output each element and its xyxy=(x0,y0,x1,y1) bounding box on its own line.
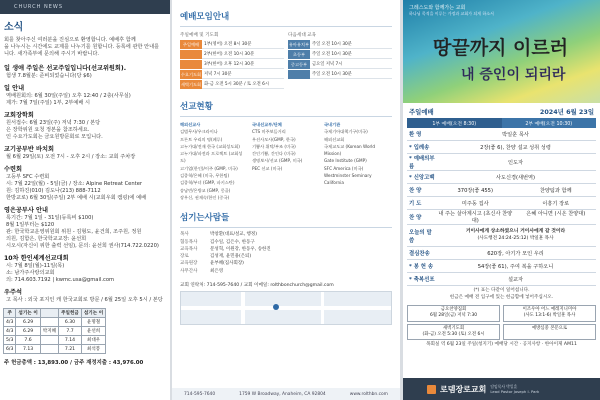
cover-image xyxy=(403,0,600,103)
table-header: 섬기는 이 xyxy=(81,309,105,318)
table-row xyxy=(4,318,106,327)
list-item: 김종혁/부녀 (GMP, 파키스탄) xyxy=(180,180,235,186)
section-title: 소식 xyxy=(4,22,24,33)
notice-heading: 교기공부반 바치회 xyxy=(4,146,54,153)
notice-text: 제가: 7월 7일(주일) 1부, 2부예배 시 xyxy=(6,100,91,106)
table-cell xyxy=(40,345,58,354)
schedule-value: 3부(한어) 오후 12시 30분 xyxy=(202,60,284,69)
order-values xyxy=(435,200,596,207)
mission-lists xyxy=(172,117,400,201)
schedule-tag xyxy=(180,50,202,59)
notice-text: 인 수요가도회는 금요원방문회로 모입니다. xyxy=(6,134,103,140)
schedule-row xyxy=(288,50,392,59)
schedule-row xyxy=(180,40,284,49)
list-item: 고누가대/파전과 프로젝트 (교회성도) xyxy=(180,151,243,164)
order-label: * 입례송 xyxy=(409,145,430,151)
order-value: 620장, 아기가 모인 우리 xyxy=(487,250,544,257)
order-row xyxy=(407,210,596,225)
section-title: 예배모임안내 xyxy=(180,12,230,22)
schedule-value: 1부(영어) 오전 8시 30분 xyxy=(202,40,284,49)
column-heading: 해외선교사 xyxy=(180,122,201,127)
worship-order xyxy=(407,128,596,286)
list-item: Westminster Seminary California xyxy=(324,173,372,186)
schedule-tag: 초등부 xyxy=(288,50,310,59)
notice-text: 관: 한국학교운영위원회 위원 - 김형도, 윤건희, 조주원, 정원 xyxy=(6,229,142,235)
staff-row xyxy=(180,268,392,275)
staff-row xyxy=(180,246,392,253)
order-value: 은혜 아니면 (시온 찬양대) xyxy=(526,211,586,217)
table-cell: 4/3 xyxy=(4,327,16,336)
list-item: 국제기아대책기구(미국) xyxy=(324,129,368,135)
order-values xyxy=(435,276,596,283)
map-pin-icon xyxy=(273,304,279,310)
notice-text: 시오시(자신이 위한 출력 선임), 문의: 윤선희 권사(714.722.0220) xyxy=(6,243,159,249)
notice-text: 시: 7월 8일(월)-11일(목) xyxy=(6,263,65,269)
schedule-value: 금요일 저녁 7시 xyxy=(310,60,392,69)
list-item: 우선사모사(GMP, 한국) xyxy=(252,136,296,142)
table-cell: 4/3 xyxy=(4,318,16,327)
staff-row xyxy=(180,260,392,267)
event-detail: (사도 13:1-6) 박일훈 목사 xyxy=(523,313,576,319)
order-label: 기 도 xyxy=(409,201,422,207)
section-title: 섬기는사람들 xyxy=(180,213,230,224)
order-row xyxy=(407,247,596,260)
list-item: 고기업(한인)/이주 (GMP, 미국) xyxy=(180,165,238,171)
schedule-note: 목회실 역 6월 23일 주일(청지기) 예배당 시간 · 공지사항 · 한아이제 AM11 xyxy=(426,342,577,348)
event-box xyxy=(503,305,596,322)
order-row xyxy=(407,184,596,197)
event-box xyxy=(407,324,500,341)
pastor-english: Lead Pastor Joseph I. Park xyxy=(490,389,540,394)
order-row xyxy=(407,128,596,141)
contact-info: 교회 연락처: 714-595-7640 / 교회 이메일: rolthbonchurch@gmail.com xyxy=(180,283,334,289)
service-title: 주일예배 xyxy=(409,108,434,116)
table-cell: 5/3 xyxy=(4,336,16,345)
order-value: 54장(좋 61), 주여 복을 구하오니 xyxy=(477,263,554,270)
list-item: 생명보시/선교 (GMP, 미국) xyxy=(252,158,303,164)
schedule-value: 화-금 오전 5시 30분 / 토 오전 6시 xyxy=(202,80,284,89)
schedule-value: 주일 오전 10시 30분 xyxy=(310,40,392,49)
education-column xyxy=(288,31,392,90)
phone-text: 714-595-7640 xyxy=(184,391,216,397)
service-header xyxy=(403,103,600,118)
table-cell: 박지혜 xyxy=(40,327,58,336)
notice-text: 한방교로) 6월 30일(주일) 2부 예배 시(교회우회 캠핑)에 예배 xyxy=(6,195,147,201)
schedule-tag xyxy=(288,70,310,79)
cover-slogan: 그레스도와 함께가는 교회 xyxy=(409,5,466,11)
table-cell: 최석봉 xyxy=(81,345,105,354)
notice-text: 8월 1일부터는 $120 xyxy=(6,222,55,228)
list-item: SFC America (미국) xyxy=(324,165,364,171)
list-item: CTS 미주보듬거리 xyxy=(252,129,286,135)
church-brand xyxy=(403,378,600,400)
order-values xyxy=(435,263,596,270)
service-time-2: 2부 예배(오전 10:30) xyxy=(502,118,597,128)
order-values xyxy=(435,210,596,224)
schedule-row xyxy=(180,60,284,69)
event-title: 새벽기도회 xyxy=(442,325,465,331)
map-road xyxy=(241,292,245,325)
table-cell: 7.7 xyxy=(59,327,82,336)
pastor-korean: 담임목사 박일훈 xyxy=(490,384,518,389)
notice-text: 원서접수: 6월 23일(주) 저녁 7:30 / 본당 xyxy=(6,120,101,126)
address-text: 1759 W Broadway, Anaheim, CA 92804 xyxy=(239,391,326,397)
notice-heading: 일 안내 xyxy=(4,85,25,92)
cover-subtitle: 하나님 목적을 이루는 가정과 교회가 되게 하소서 xyxy=(409,11,494,16)
intro-line: 니다. 새가족부에 문의해 주시기 바랍니다. xyxy=(4,51,100,57)
service-times xyxy=(407,118,596,128)
order-label: 찬 양 xyxy=(409,188,422,194)
schedule-value: 주일 오전 10시 30분 xyxy=(310,70,392,79)
table-cell xyxy=(40,336,58,345)
panel-worship-order xyxy=(403,0,600,400)
event-detail: 예방심중 본문으로 xyxy=(531,325,568,331)
staff-name: 김성재, 윤민용(은퇴) xyxy=(210,254,252,260)
notice-text: 월 6월 29일(토) 오전 7시 - 오후 2시 / 장소: 교회 주차장 xyxy=(6,154,136,160)
notice-text: 역배원회의: 6월 30일(주일) 오후 12:40 / 2층(사무실) xyxy=(6,93,131,99)
table-cell: 윤선희 xyxy=(81,327,105,336)
order-label: 결심찬송 xyxy=(409,251,430,257)
table-cell: 6.29 xyxy=(16,327,40,336)
table-header: 주 xyxy=(4,309,16,318)
staff-role: 사무간사 xyxy=(180,268,198,274)
list-item: 장우신, 권재숙/한인 (중국) xyxy=(180,194,230,200)
column-heading: 국내기관 xyxy=(324,122,341,127)
order-value: 2장(좋 6), 찬양 설교 성취 성령 xyxy=(480,144,551,151)
table-cell: 6.29 xyxy=(16,318,40,327)
list-item: 송남빈/은방교 (GMP, 몽골) xyxy=(180,187,231,193)
table-cell: 윤명철 xyxy=(81,318,105,327)
column-heading: 다음세대 교육 xyxy=(288,33,317,38)
map-road xyxy=(181,306,392,310)
schedule-value: 주일 오전 10시 30분 xyxy=(310,50,392,59)
website-link[interactable]: www.rolthbn.com xyxy=(349,391,388,397)
event-title: 금요찬양집회 xyxy=(440,307,467,312)
staff-list xyxy=(172,228,400,278)
event-title: 이조우아 어느 예레지니미아 xyxy=(522,307,577,312)
table-cell: 7.13 xyxy=(16,345,40,354)
table-cell: 7.14 xyxy=(59,336,82,345)
order-value: 미주동 집사 xyxy=(461,200,489,207)
notice-text: 고등부 SFC 수련회 xyxy=(6,174,50,180)
note-line: (*) 표는 다같이 일어섭니다. xyxy=(473,288,530,293)
schedule-row xyxy=(288,60,392,69)
contact-footer xyxy=(172,388,400,400)
mission-column xyxy=(324,121,392,201)
order-label: 환 영 xyxy=(409,132,422,138)
event-box xyxy=(503,324,596,341)
schedule-row xyxy=(180,80,284,89)
table-row xyxy=(4,336,106,345)
schedule-tag: 새벽기도회 xyxy=(180,80,202,89)
mission-column xyxy=(180,121,248,201)
worship-column xyxy=(180,31,284,90)
notice-text: 시: 7월 22일(월) - 5일(금) / 장소: Alpine Retreat Center xyxy=(6,181,143,187)
order-row xyxy=(407,197,596,210)
service-date: 2024년 6월 23일 xyxy=(539,108,594,116)
sermon-title: 거이사에게 상소하였으니 거이사에게 갈 것이라 xyxy=(465,229,566,234)
order-value: 설교자 xyxy=(507,276,524,283)
list-item: 국제교도교 (Korean World Mission) xyxy=(324,143,376,157)
order-values xyxy=(435,159,596,166)
column-heading: 국내선교부/단체 xyxy=(252,122,282,127)
event-boxes xyxy=(407,324,596,341)
panel-church-news xyxy=(0,0,170,400)
table-cell: 6/3 xyxy=(4,345,16,354)
intro-text xyxy=(0,35,170,60)
order-label: * 축복선포 xyxy=(409,277,435,283)
notice-text: 은 장학위원 요청 정본을 참조하세요. xyxy=(6,127,90,133)
event-box xyxy=(407,305,500,322)
order-label: 찬 양 xyxy=(409,215,422,221)
sermon-reference: (사도행전 24:24-25:12) 박일훈 목사 xyxy=(477,235,554,241)
notice-heading: 영은공부사 안내 xyxy=(4,207,48,214)
staff-name: 문성혁, 이원강, 한동우, 송한진 xyxy=(210,246,271,252)
schedule-tag xyxy=(180,60,202,69)
order-row xyxy=(407,225,596,247)
schedule-row xyxy=(288,70,392,79)
service-time-1: 1부 예배(오전 8:30) xyxy=(407,118,502,128)
order-value: 찬양팀과 함께 xyxy=(539,187,572,194)
sermon-block xyxy=(435,229,596,242)
notice-heading: 교회장학회 xyxy=(4,112,34,119)
section-title: 선교현황 xyxy=(180,102,213,112)
notice-text: 록기간: 7월 1일 - 31일(등록비 $100) xyxy=(6,215,94,221)
order-values xyxy=(435,131,596,138)
schedule-value: 2부(한어) 오전 10시 30분 xyxy=(202,50,284,59)
panel-header: CHURCH NEWS xyxy=(0,0,170,14)
schedule-row xyxy=(180,70,284,79)
panel-worship-info xyxy=(172,0,400,400)
schedule-tag: 주일예배 xyxy=(180,40,202,49)
staff-role: 목사 xyxy=(180,232,189,238)
note-line: 헌금은 예배 전 입구에 있는 헌금함에 넣어주십시오. xyxy=(449,294,554,300)
notice-text: 고 목사 : 외국 포지인 캐 한국교회로 방문 / 6월 25일 오후 5시 / 본당 xyxy=(6,297,163,303)
event-detail: (화-금) 오전 5:30 (토) 오전 6시 xyxy=(422,331,485,337)
table-row xyxy=(4,327,106,336)
cover-headline: 땅끝까지 이르러 xyxy=(433,37,569,59)
list-item: 해외선교회 xyxy=(324,136,345,142)
staff-role: 교육원장 xyxy=(180,261,198,267)
order-row xyxy=(407,141,596,154)
order-value: 박일훈 목사 xyxy=(502,131,529,138)
table-header: 섬기는 이 xyxy=(16,309,40,318)
list-item: 김종혁/은혜 (미국, 무한팀) xyxy=(180,173,230,179)
church-name: 로뎀장로교회 xyxy=(440,384,487,394)
notice-heading: 일 생애 주일은 선교주일입니다(선교위원회). xyxy=(4,65,127,72)
order-value: 인도자 xyxy=(507,159,524,166)
notice-heading: 10차 한인세계선교대회 xyxy=(4,255,69,262)
order-values xyxy=(435,144,596,151)
mission-column xyxy=(252,121,320,201)
order-row xyxy=(407,273,596,286)
order-values xyxy=(435,250,596,257)
staff-role: 장로 xyxy=(180,254,189,260)
table-cell: 최대우 xyxy=(81,336,105,345)
location-map xyxy=(180,291,392,325)
order-label: * 예배의부름 xyxy=(409,156,435,170)
offering-total: 주 헌금총액 : 13,893.00 / 금주 재정지출 : 43,976.00 xyxy=(4,360,144,366)
order-value: 내 주는 살아계시고 (초신사 찬양대) xyxy=(438,211,513,224)
staff-name: 김수일, 김은수, 한동구 xyxy=(210,239,255,245)
list-item: 간인기쁨, 간인다 (미국) xyxy=(252,151,296,157)
column-heading: 주일예배 및 기도회 xyxy=(180,33,219,38)
order-value: 이흥기 장로 xyxy=(542,200,570,207)
schedule-tag: 유아유치부 xyxy=(288,40,310,49)
table-header xyxy=(40,309,58,318)
intro-line: 을 나누시는 시간에도 교제를 나누기를 원합니다. 등록에 관한 안내를 xyxy=(4,44,160,50)
worship-schedule xyxy=(172,27,400,90)
order-values xyxy=(435,229,596,242)
order-values xyxy=(435,174,596,181)
notice-text: 험생 7.8월분: 준비되었습니다(당 $6) xyxy=(6,73,92,79)
order-row xyxy=(407,154,596,171)
pastor-info xyxy=(490,384,539,394)
staff-role: 협동목사 xyxy=(180,239,198,245)
order-label: * 신앙고백 xyxy=(409,175,435,181)
list-item: Gate Institute (GMP) xyxy=(324,158,367,164)
staff-name: 박창환(대표/설교, 행정) xyxy=(210,232,258,238)
order-label: 오늘의 말씀 xyxy=(409,229,432,244)
staff-row xyxy=(180,253,392,260)
list-item: 프론트 우리의 명(페루) xyxy=(180,136,223,142)
table-header-row xyxy=(4,309,106,318)
schedule-tag: 수요기도회 xyxy=(180,70,202,79)
list-item: 김범무사/우크라이나 xyxy=(180,129,218,135)
staff-name: 윤부혜(집사회장) xyxy=(210,261,244,267)
table-cell: 7.6 xyxy=(16,336,40,345)
staff-row xyxy=(180,231,392,238)
order-values xyxy=(435,187,596,194)
notice-heading: 우주석 xyxy=(4,289,22,296)
table-row xyxy=(4,345,106,354)
staff-row xyxy=(180,239,392,246)
notice-text: 의: 714.603.7192 | kwmc.usa@gmail.com xyxy=(6,277,115,283)
list-item: 고누가대/전재 한국 (교회성도회) xyxy=(180,143,240,149)
table-cell: 7.21 xyxy=(59,345,82,354)
order-row xyxy=(407,260,596,273)
notice-text: 원: 김하진(010) 김도나(213) 888-7112 xyxy=(6,188,101,194)
schedule-value: 저녁 7시 30분 xyxy=(202,70,284,79)
schedule-row xyxy=(180,50,284,59)
list-item: PEC 선교 (미국) xyxy=(252,165,283,171)
event-boxes xyxy=(407,305,596,322)
map-road xyxy=(321,292,324,325)
church-logo-icon xyxy=(427,385,436,394)
table-cell xyxy=(40,318,58,327)
order-value: 370장(좋 455) xyxy=(457,187,494,194)
serving-table xyxy=(3,308,106,354)
schedule-row xyxy=(288,40,392,49)
notice-text: 의원, 김함은, 한국학교교장: 윤선희 xyxy=(6,236,87,242)
order-row xyxy=(407,171,596,184)
staff-role: 교육목사 xyxy=(180,246,198,252)
list-item: 기쁨사 위탁/부조 (미국) xyxy=(252,143,296,149)
table-cell: 6.30 xyxy=(59,318,82,327)
order-value: 사도신경(새번역) xyxy=(495,174,536,181)
event-detail: 6월 28일(금) 저녁 7:30 xyxy=(429,313,478,319)
cover-headline-2: 내 증인이 되리라 xyxy=(461,67,566,83)
table-header: 주일헌금 xyxy=(59,309,82,318)
notice-text: 소: 남가주사랑의교회 xyxy=(6,270,55,276)
order-label: * 봉 헌 송 xyxy=(409,264,434,270)
intro-line: 회를 찾아주신 여러분을 진심으로 환영합니다. 예배후 함께 xyxy=(4,37,136,43)
notice-heading: 수련회 xyxy=(4,166,22,173)
staff-name: 최은영 xyxy=(210,268,224,274)
standing-note xyxy=(403,286,600,303)
schedule-tag: 중고등부 xyxy=(288,60,310,69)
